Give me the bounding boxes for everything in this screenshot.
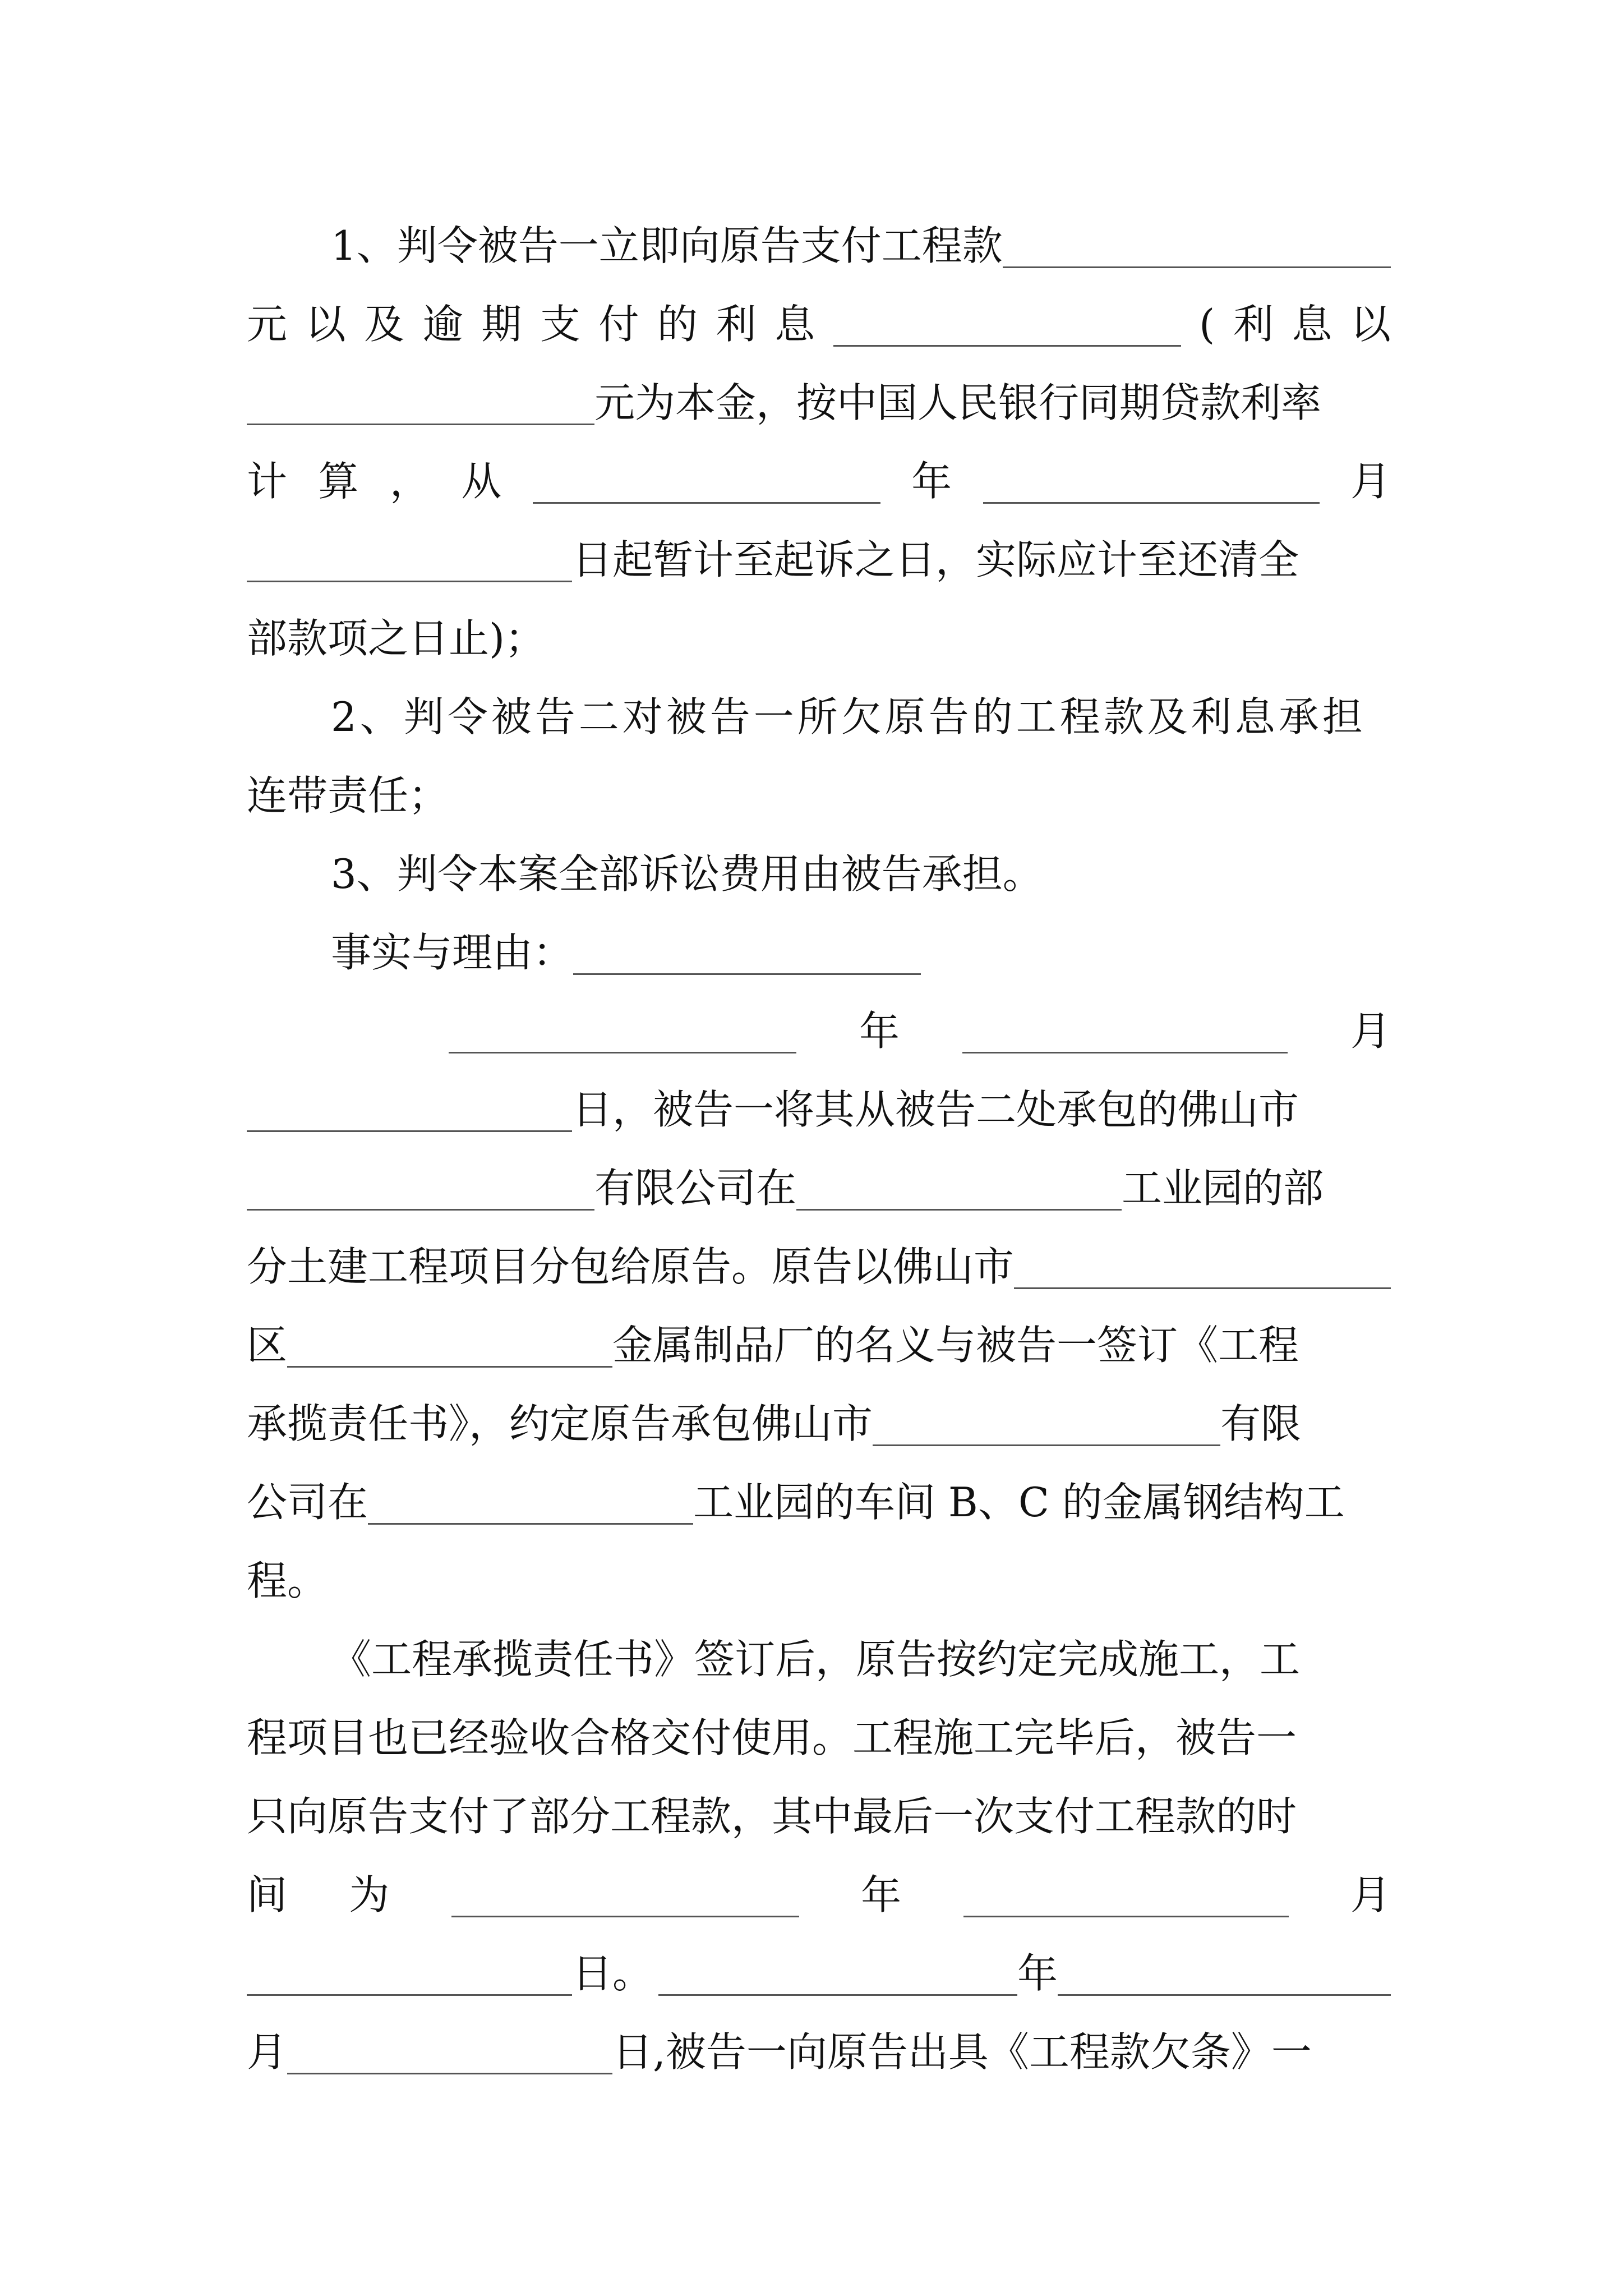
claim-3-line bbox=[331, 835, 1391, 913]
blank-day bbox=[287, 2030, 612, 2074]
blank-year bbox=[658, 1951, 1017, 1996]
line-text: 元为本金，按中国人民银行同期贷款利率 bbox=[594, 379, 1322, 426]
blank-park bbox=[796, 1166, 1122, 1211]
line-char: 付 bbox=[598, 301, 639, 348]
facts-heading bbox=[331, 913, 1391, 992]
line-text: 日起暂计至起诉之日，实际应计至还清全 bbox=[572, 536, 1299, 583]
line-char: 计 bbox=[247, 458, 288, 505]
blank-month bbox=[962, 1009, 1288, 1053]
blank-day bbox=[247, 537, 572, 582]
line-text: 部款项之日止)； bbox=[247, 615, 546, 662]
blank-year bbox=[451, 1872, 799, 1917]
facts-line-4 bbox=[247, 1227, 1391, 1306]
line-text: 连带责任； bbox=[247, 772, 449, 819]
blank-year bbox=[449, 1009, 796, 1053]
line-text: 工业园的车间 B、C 的金属钢结构工 bbox=[693, 1479, 1345, 1526]
blank-month bbox=[983, 459, 1320, 504]
line-text: 有限 bbox=[1220, 1400, 1302, 1447]
line-text: 1、判令被告一立即向原告支付工程款 bbox=[331, 222, 1003, 269]
facts-para2-line-4 bbox=[247, 1856, 1391, 1934]
line-char: 支 bbox=[540, 301, 580, 348]
blank-month bbox=[963, 1872, 1289, 1917]
blank-month bbox=[1058, 1951, 1391, 1996]
blank-city bbox=[1014, 1244, 1391, 1289]
blank-amount bbox=[1003, 223, 1391, 268]
line-char: 期 bbox=[481, 301, 522, 348]
facts-line-5 bbox=[247, 1306, 1391, 1384]
line-text: 3、判令本案全部诉讼费用由被告承担。 bbox=[331, 850, 1043, 898]
facts-line-8 bbox=[247, 1542, 1391, 1620]
claim-1-line-4 bbox=[247, 442, 1391, 521]
line-char: 年 bbox=[911, 458, 952, 505]
claim-1-line-1 bbox=[331, 206, 1391, 285]
line-char: 及 bbox=[364, 301, 405, 348]
blank-park bbox=[368, 1480, 693, 1525]
line-char: 利 bbox=[1233, 301, 1274, 348]
blank-principal bbox=[247, 380, 594, 425]
line-text: 金属制品厂的名义与被告一签订《工程 bbox=[612, 1322, 1299, 1369]
blank-facts bbox=[573, 930, 921, 975]
line-text: 只向原告支付了部分工程款，其中最后一次支付工程款的时 bbox=[247, 1793, 1297, 1840]
claim-1-line-6 bbox=[247, 599, 1391, 678]
claim-1-line-5 bbox=[247, 521, 1391, 599]
line-text: 月 bbox=[247, 2028, 288, 2076]
facts-line-7 bbox=[247, 1463, 1391, 1542]
line-char: 以 bbox=[1350, 301, 1391, 348]
blank-company bbox=[873, 1401, 1220, 1446]
line-text: 日，被告一将其从被告二处承包的佛山市 bbox=[572, 1086, 1299, 1133]
line-char: 元 bbox=[247, 301, 288, 348]
facts-para2-line-3 bbox=[247, 1777, 1391, 1856]
line-char: 算 bbox=[318, 458, 359, 505]
line-text: 程。 bbox=[247, 1557, 328, 1604]
line-char: 年 bbox=[859, 1007, 900, 1055]
claim-1-line-3 bbox=[247, 364, 1391, 442]
claim-2-line-1 bbox=[331, 678, 1391, 756]
line-text: 有限公司在 bbox=[594, 1165, 797, 1212]
line-char: 以 bbox=[305, 301, 346, 348]
blank-interest bbox=[833, 302, 1181, 347]
facts-line-2 bbox=[247, 1070, 1391, 1149]
line-text: 事实与理由： bbox=[331, 929, 574, 976]
line-text: 程项目也已经验收合格交付使用。工程施工完毕后，被告一 bbox=[247, 1714, 1297, 1761]
facts-para2-line-1 bbox=[331, 1620, 1391, 1699]
line-text: 区 bbox=[247, 1322, 288, 1369]
line-char: 息 bbox=[1292, 301, 1332, 348]
line-char: 月 bbox=[1350, 1871, 1391, 1918]
line-char: 从 bbox=[461, 458, 502, 505]
claim-2-line-2 bbox=[247, 756, 1391, 835]
blank-factory bbox=[287, 1323, 612, 1368]
facts-line-3 bbox=[247, 1149, 1391, 1227]
blank-day bbox=[247, 1087, 572, 1132]
facts-para2-line-6 bbox=[247, 2013, 1391, 2091]
line-char: ( bbox=[1199, 301, 1215, 348]
line-char: 息 bbox=[774, 301, 815, 348]
line-char: ， bbox=[389, 458, 430, 505]
line-text: 承揽责任书》，约定原告承包佛山市 bbox=[247, 1400, 873, 1447]
blank-company bbox=[247, 1166, 594, 1211]
facts-line-1 bbox=[449, 992, 1391, 1070]
line-char: 为 bbox=[349, 1871, 390, 1918]
line-text: 2、判令被告二对被告一所欠原告的工程款及利息承担 bbox=[331, 693, 1366, 740]
line-char: 的 bbox=[657, 301, 698, 348]
line-text: 《工程承揽责任书》签订后，原告按约定完成施工，工 bbox=[331, 1636, 1301, 1683]
facts-para2-line-5 bbox=[247, 1934, 1391, 2013]
blank-year bbox=[533, 459, 880, 504]
line-text: 年 bbox=[1017, 1950, 1058, 1997]
facts-para2-line-2 bbox=[247, 1699, 1391, 1777]
line-char: 月 bbox=[1350, 458, 1391, 505]
line-char: 月 bbox=[1350, 1007, 1391, 1055]
line-text: 日,被告一向原告出具《工程款欠条》一 bbox=[612, 2028, 1312, 2076]
line-char: 间 bbox=[247, 1871, 288, 1918]
line-text: 分土建工程项目分包给原告。原告以佛山市 bbox=[247, 1243, 1015, 1290]
line-char: 利 bbox=[716, 301, 757, 348]
facts-line-6 bbox=[247, 1384, 1391, 1463]
line-text: 公司在 bbox=[247, 1479, 368, 1526]
line-text: 工业园的部 bbox=[1122, 1165, 1324, 1212]
line-char: 逾 bbox=[422, 301, 463, 348]
line-char: 年 bbox=[861, 1871, 902, 1918]
claim-1-line-2 bbox=[247, 285, 1391, 364]
blank-day bbox=[247, 1951, 572, 1996]
line-text: 日。 bbox=[572, 1950, 653, 1997]
